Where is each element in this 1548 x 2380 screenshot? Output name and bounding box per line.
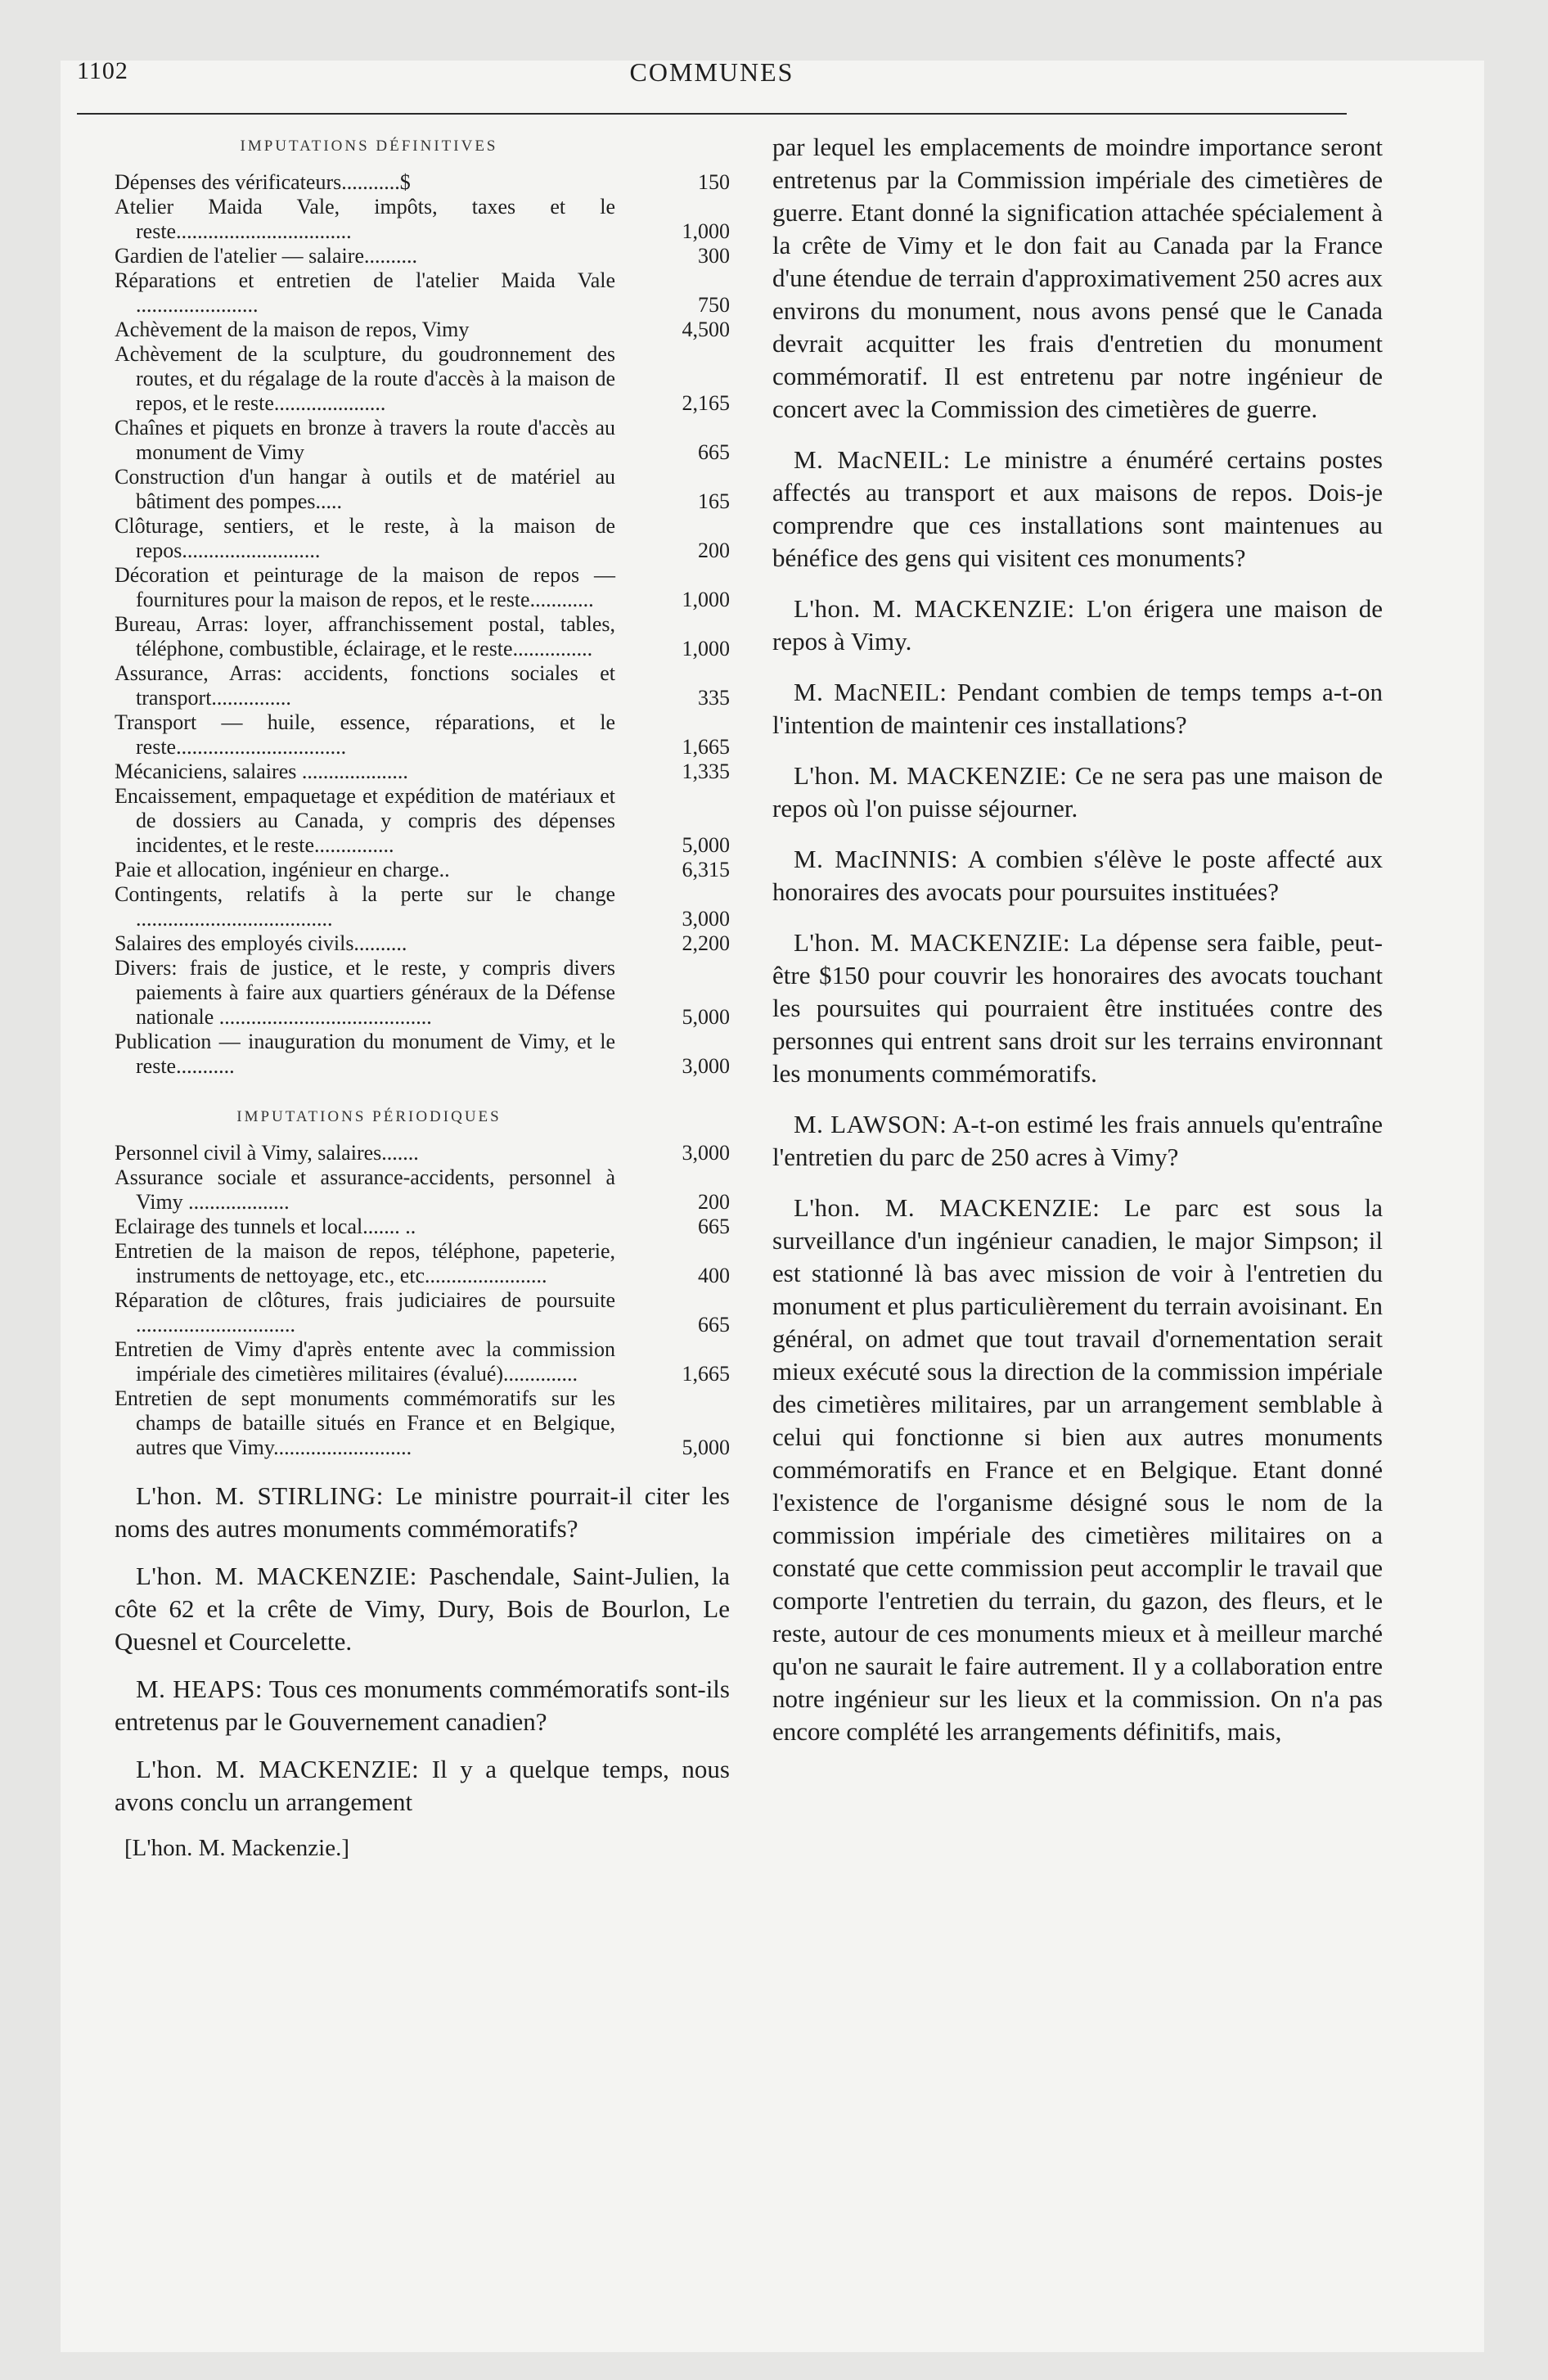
speech-text: A combien s'élève le poste affecté aux honoraires des avocats pour poursuites instituées? [772,845,1383,906]
expense-amount: 4,500 [682,318,730,341]
expense-amount: 1,335 [682,760,730,783]
expense-amount: 300 [698,244,730,268]
expense-description: Transport — huile, essence, réparations, et le reste................................ [115,710,615,759]
expense-description: Chaînes et piquets en bronze à travers la route d'accès au monument de Vimy [115,416,615,464]
expense-amount: 1,000 [682,637,730,660]
speech-paragraph [115,1480,730,1545]
expense-row [115,1215,730,1239]
expense-amount: 5,000 [682,1436,730,1459]
page-header [77,57,1347,106]
expense-description: Construction d'un hangar à outils et de matériel au bâtiment des pompes..... [115,465,615,513]
speech-paragraph [772,444,1383,575]
expense-description: Publication — inauguration du monument de Vimy, et le reste........... [115,1030,615,1078]
expense-description: Dépenses des vérificateurs...........$ [115,170,411,194]
expense-row [115,931,730,956]
expense-amount: 6,315 [682,858,730,881]
expense-description: Entretien de la maison de repos, téléphone, papeterie, instruments de nettoyage, etc., etc....................... [115,1239,615,1287]
speaker-name: M. MacINNIS: [794,845,959,873]
definitive-expenditure-table [115,170,730,1079]
expense-amount: 665 [698,1313,730,1336]
expense-row [115,1386,730,1460]
expense-description: Paie et allocation, ingénieur en charge.. [115,858,450,881]
expense-amount: 200 [698,539,730,562]
heading-definitive: IMPUTATIONS DÉFINITIVES [240,137,498,155]
expense-description: Clôturage, sentiers, et le reste, à la maison de repos.......................... [115,514,615,562]
speaker-name: M. MacNEIL: [794,678,947,706]
expense-amount: 5,000 [682,833,730,857]
speaker-name: L'hon. M. MACKENZIE: [794,761,1068,790]
speech-text: Pendant combien de temps temps a-t-on l'intention de maintenir ces installations? [772,678,1383,739]
speech-paragraph [772,926,1383,1090]
expense-amount: 400 [698,1264,730,1287]
speech-paragraph [115,1673,730,1738]
expense-amount: 165 [698,489,730,513]
speech-paragraph [772,843,1383,908]
footer-speaker-name: [L'hon. M. Mackenzie.] [124,1835,349,1861]
expense-amount: 2,165 [682,391,730,415]
expense-row [115,1288,730,1337]
expense-row [115,1239,730,1288]
expense-amount: 665 [698,1215,730,1238]
expense-amount: 665 [698,440,730,464]
speaker-name: L'hon. M. MACKENZIE: [794,928,1071,957]
expense-description: Mécaniciens, salaires .................... [115,760,408,783]
expense-description: Assurance sociale et assurance-accidents, personnel à Vimy ................... [115,1165,615,1214]
right-speeches [772,444,1383,1748]
expense-row [115,784,730,858]
expense-amount: 335 [698,686,730,710]
speech-continuation: par lequel les emplacements de moindre importance seront entretenus par la Commission impériale des cimetières de guerre. Etant donné la signification attachée spécialement à la crête de Vimy et le don fait au Canada par la France d'une étendue de terrain d'approximativement 250 acres aux environs du monument, nous avons pensé que le Canada devrait acquitter les frais d'entretien du monument commémoratif. Il est entretenu par notre ingénieur de concert avec la Commission des cimetières de guerre. [772,133,1383,423]
expense-description: Entretien de Vimy d'après entente avec la commission impériale des cimetières militaires (évalué).............. [115,1337,615,1386]
speaker-name: M. MacNEIL: [794,445,951,474]
speech-text: Ce ne sera pas une maison de repos où l'on puisse séjourner. [772,761,1383,823]
expense-row [115,465,730,514]
speech-text: Le parc est sous la surveillance d'un ingénieur canadien, le major Simpson; il est stationné là bas avec mission de voir à l'entretien du monument et plus particulièrement du terrain avoisinant. En général, on admet que tout travail d'ornementation serait mieux exécuté sous la direction de la commission impériale des cimetières militaires, par un arrangement semblable à celui qui fonctionne si bien aux autres monuments commémoratifs en France et en Belgique. Etant donné l'existence de l'organisme désigné sous le nom de la commission impériale des cimetières militaires on a constaté que cette commission peut accomplir le travail que comporte l'entretien du terrain, du gazon, des fleurs, et le reste, autour de ces monuments mieux et à meilleur marché qu'on ne saurait le faire autrement. Il y a collaboration entre notre ingénieur sur les lieux et la commission. On n'a pas encore complété les arrangements définitifs, mais, [772,1193,1383,1746]
speaker-name: L'hon. M. MACKENZIE: [136,1755,420,1783]
expense-row [115,710,730,760]
expense-row [115,1337,730,1386]
expense-description: Atelier Maida Vale, impôts, taxes et le reste................................. [115,195,615,243]
expense-row [115,661,730,710]
expense-amount: 3,000 [682,907,730,931]
expense-description: Assurance, Arras: accidents, fonctions sociales et transport............... [115,661,615,710]
speech-paragraph [115,1560,730,1658]
speech-paragraph [772,676,1383,741]
expense-amount: 1,665 [682,1362,730,1386]
expense-row [115,1030,730,1079]
expense-description: Gardien de l'atelier — salaire.......... [115,244,417,268]
expense-row [115,563,730,612]
expense-description: Salaires des employés civils.......... [115,931,407,955]
expense-row [115,244,730,268]
speech-paragraph [772,1192,1383,1748]
page-number: 1102 [77,57,128,84]
expense-description: Achèvement de la maison de repos, Vimy [115,318,470,341]
expense-row [115,1165,730,1215]
speech-paragraph [772,760,1383,825]
running-title: COMMUNES [629,57,794,87]
expense-amount: 1,000 [682,588,730,611]
expense-description: Encaissement, empaquetage et expédition de matériaux et de dossiers au Canada, y compris des dépenses incidentes, et le reste............... [115,784,615,857]
expense-amount: 1,000 [682,219,730,243]
expense-description: Décoration et peinturage de la maison de repos — fournitures pour la maison de repos, et le reste............ [115,563,615,611]
speech-paragraph [115,1753,730,1819]
expense-amount: 1,665 [682,735,730,759]
left-column [115,131,730,2226]
periodic-expenditure-table [115,1141,730,1460]
expense-description: Eclairage des tunnels et local....... .. [115,1215,416,1238]
expense-amount: 5,000 [682,1005,730,1029]
speaker-name: L'hon. M. MACKENZIE: [794,1193,1100,1222]
expense-row [115,612,730,661]
right-column [772,131,1383,2226]
expense-row [115,342,730,416]
expense-amount: 3,000 [682,1141,730,1165]
expense-description: Réparation de clôtures, frais judiciaires de poursuite .............................. [115,1288,615,1336]
expense-description: Personnel civil à Vimy, salaires....... [115,1141,419,1165]
speech-text: Tous ces monuments commémoratifs sont-ils entretenus par le Gouvernement canadien? [115,1675,730,1736]
expense-description: Achèvement de la sculpture, du goudronnement des routes, et du régalage de la route d'accès à la maison de repos, et le reste..................... [115,342,615,415]
speech-text: Il y a quelque temps, nous avons conclu un arrangement [115,1755,730,1816]
expense-description: Entretien de sept monuments commémoratifs sur les champs de bataille situés en France et en Belgique, autres que Vimy.......................... [115,1386,615,1459]
expense-row [115,268,730,318]
expense-row [115,760,730,784]
expense-row [115,1141,730,1165]
expense-description: Divers: frais de justice, et le reste, y compris divers paiements à faire aux quartiers généraux de la Défense nationale ........................................ [115,956,615,1029]
speaker-name: L'hon. M. STIRLING: [136,1481,384,1510]
expense-description: Contingents, relatifs à la perte sur le change ..................................... [115,882,615,931]
speech-text: L'on érigera une maison de repos à Vimy. [772,594,1383,656]
expense-description: Bureau, Arras: loyer, affranchissement postal, tables, téléphone, combustible, éclairage, et le reste............... [115,612,615,660]
speech-text: La dépense sera faible, peut-être $150 pour couvrir les honoraires des avocats touchant les poursuites qui pourraient être instituées contre des personnes qui entrent sans droit sur les terrains environnant les monuments commémoratifs. [772,928,1383,1088]
speech-paragraph [772,1108,1383,1174]
speech-paragraph [772,593,1383,658]
expense-row [115,195,730,244]
speaker-name: L'hon. M. MACKENZIE: [136,1562,417,1590]
speech-text: Le ministre pourrait-il citer les noms des autres monuments commémoratifs? [115,1481,730,1543]
speech-text: A-t-on estimé les frais annuels qu'entraîne l'entretien du parc de 250 acres à Vimy? [772,1110,1383,1171]
expense-row [115,416,730,465]
expense-amount: 750 [698,293,730,317]
expense-amount: 3,000 [682,1054,730,1078]
expense-row [115,858,730,882]
expense-description: Réparations et entretien de l'atelier Maida Vale ....................... [115,268,615,317]
speech-text: Le ministre a énuméré certains postes affectés au transport et aux maisons de repos. Dois-je comprendre que ces installations sont maintenues au bénéfice des gens qui visitent ces monuments? [772,445,1383,572]
speaker-name: M. HEAPS: [136,1675,263,1703]
expense-amount: 200 [698,1190,730,1214]
heading-periodic: IMPUTATIONS PÉRIODIQUES [236,1108,502,1125]
left-speeches [115,1480,730,1819]
expense-row [115,514,730,563]
expense-row [115,170,730,195]
expense-amount: 2,200 [682,931,730,955]
header-rule [77,113,1347,115]
speech-text: Paschendale, Saint-Julien, la côte 62 et la crête de Vimy, Dury, Bois de Bourlon, Le Quesnel et Courcelette. [115,1562,730,1656]
expense-row [115,318,730,342]
expense-amount: 150 [698,170,730,194]
speaker-name: M. LAWSON: [794,1110,947,1138]
expense-row [115,956,730,1030]
expense-row [115,882,730,931]
speaker-name: L'hon. M. MACKENZIE: [794,594,1075,623]
